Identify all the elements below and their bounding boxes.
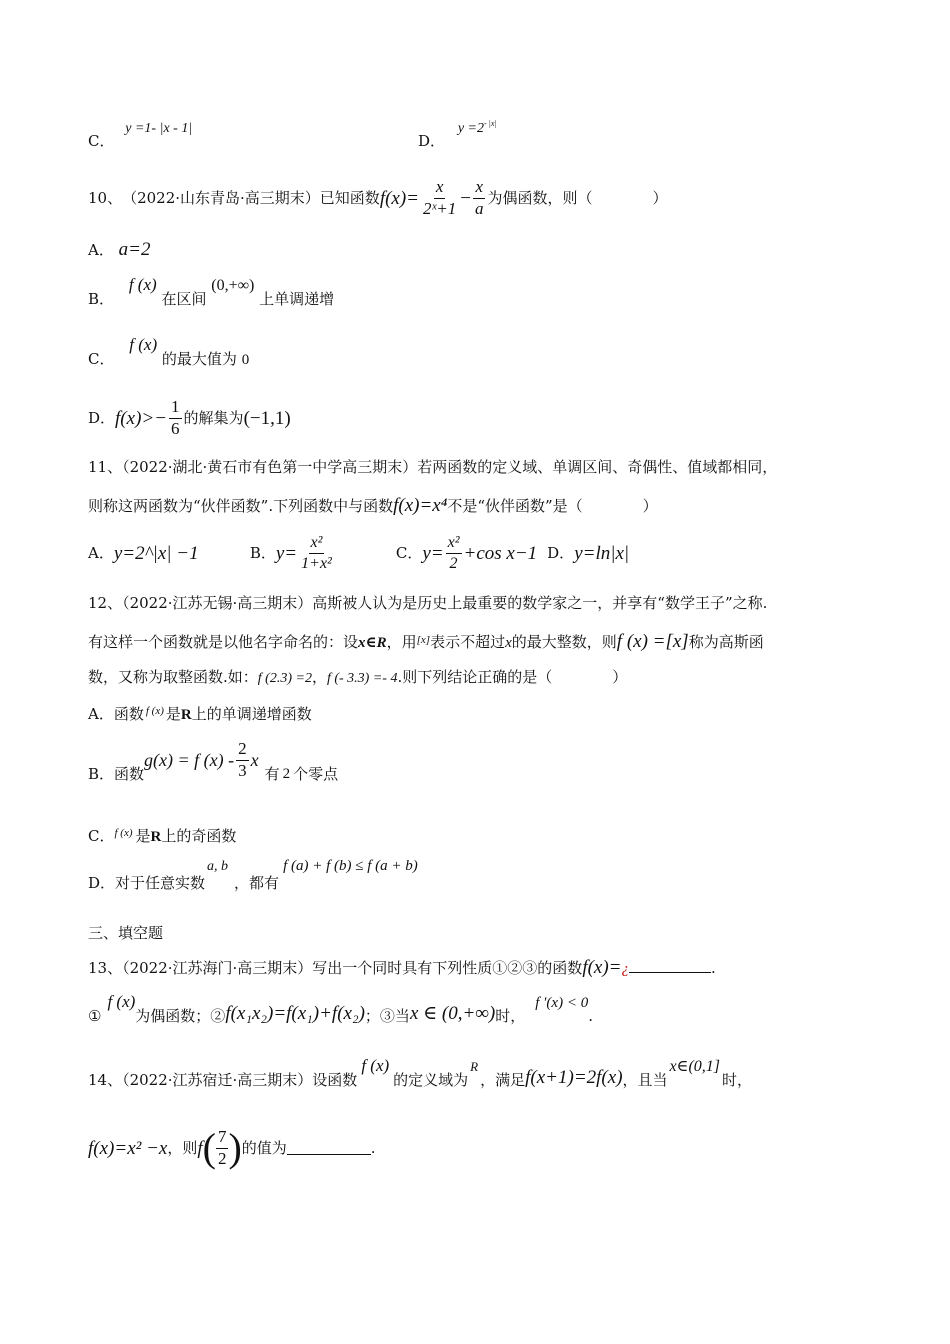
option-c-tail: +cos x−1 <box>463 542 538 564</box>
variable: x <box>505 635 512 651</box>
function-f: f (x) <box>361 1056 390 1075</box>
text: 上的奇函数 <box>161 827 237 845</box>
question-number: 10、 <box>88 188 123 207</box>
option-label: D． <box>418 132 446 150</box>
text: 的定义域为 <box>393 1071 469 1089</box>
option-label: A． <box>88 705 114 723</box>
g-function: g(x) = f (x) - <box>144 750 235 771</box>
option-label: B． <box>88 764 115 783</box>
text: 称为高斯函 <box>688 633 764 651</box>
text: 函数 <box>114 764 145 783</box>
floor-bracket: [x] <box>416 634 431 646</box>
formula: y =1- |x - 1| <box>125 121 193 136</box>
option-label: C． <box>88 350 115 368</box>
example-1: f (2.3) =2 <box>257 671 312 686</box>
function-f: f <box>197 1137 203 1159</box>
q10-option-c <box>88 335 250 368</box>
numerator: 2 <box>236 740 249 761</box>
variables: a, b <box>207 859 229 874</box>
derivative: f ′(x) < 0 <box>535 995 589 1011</box>
text: 的值为 <box>241 1138 287 1157</box>
q13-line2 <box>88 992 593 1025</box>
function-f: f (x) <box>107 992 136 1011</box>
inequality: f(x)>− <box>115 407 168 429</box>
text: 有 <box>264 764 280 783</box>
numerator: x <box>434 178 446 199</box>
text: 有这样一个函数就是以他名字命名的：设 <box>88 633 359 651</box>
set-expression: x∈R <box>358 635 387 651</box>
formula-exponent: - |x| <box>483 119 497 128</box>
denominator: 2 <box>217 1148 227 1168</box>
text: 表示不超过 <box>430 633 506 651</box>
right-paren: ) <box>228 1125 242 1171</box>
text: 数，又称为取整函数.如： <box>88 668 258 686</box>
fraction <box>169 398 182 438</box>
question-source: （2022·江苏海门·高三期末）写出一个同时具有下列性质①②③的函数 <box>122 959 583 977</box>
denominator: 2ˣ+1 <box>423 198 457 218</box>
text: 不是“伙伴函数”是（ ） <box>447 497 658 515</box>
text: 时， <box>722 1071 753 1089</box>
circled-number: ① <box>88 1007 102 1025</box>
text: 的解集为 <box>183 408 244 427</box>
option-label: D． <box>88 874 116 892</box>
q13-line1 <box>88 958 716 977</box>
option-label: A． <box>88 241 114 259</box>
option-label: D． <box>88 408 116 427</box>
fraction-1 <box>421 178 458 218</box>
function-f: f (x) <box>145 705 164 717</box>
period: . <box>588 1007 593 1025</box>
function: f(x)=x⁴ <box>393 495 448 516</box>
question-number: 12、 <box>88 594 123 612</box>
text: ，用 <box>386 633 417 651</box>
function-f: f (x) <box>129 335 158 354</box>
question-source: （2022·江苏无锡·高三期末）高斯被人认为是历史上最重要的数学家之一，并享有“数学王子”之称. <box>122 594 768 612</box>
text: 则称这两函数为“伙伴函数”.下列函数中与函数 <box>88 497 394 515</box>
option-label: C． <box>395 543 423 562</box>
option-b-fraction <box>299 534 334 572</box>
option-label: B． <box>88 290 115 308</box>
text: ，都有 <box>234 874 280 892</box>
text: 的最大值为 <box>161 350 237 368</box>
option-formula: a=2 <box>118 239 151 260</box>
fraction <box>236 740 249 780</box>
option-a-formula: y=2^|x| −1 <box>113 542 199 564</box>
q10-option-a <box>88 240 150 259</box>
text: 是 <box>165 705 181 723</box>
fraction-2 <box>473 178 486 218</box>
q9-option-c <box>88 120 193 150</box>
q12-line2 <box>88 632 764 651</box>
numerator: 1 <box>169 398 182 419</box>
count: 2 <box>282 765 291 782</box>
text: ，且当 <box>622 1071 668 1089</box>
condition: x∈(0,1] <box>669 1058 721 1075</box>
text: 个零点 <box>293 764 339 783</box>
set-R: R <box>180 707 192 723</box>
q12-line1 <box>88 596 767 611</box>
answer-glyph: ¿ <box>621 961 629 977</box>
function: f(x)= <box>582 957 622 978</box>
option-c-lhs: y= <box>422 542 444 564</box>
option-label: C． <box>88 827 115 845</box>
condition: x ∈ (0,+∞) <box>409 1003 496 1024</box>
answer-blank[interactable] <box>629 959 711 973</box>
q11-options <box>88 534 748 572</box>
q12-option-d <box>88 858 418 892</box>
text: ，则 <box>167 1138 198 1157</box>
numerator: 7 <box>216 1128 229 1149</box>
q11-line1 <box>88 460 777 475</box>
option-label: B． <box>249 543 276 562</box>
numerator: x <box>473 178 485 199</box>
answer-blank[interactable] <box>287 1141 371 1155</box>
question-source: （2022·湖北·黄石市有色第一中学高三期末）若两函数的定义域、单调区间、奇偶性、值域都相同， <box>122 458 778 476</box>
text: 上单调递增 <box>259 290 335 308</box>
function-f: f (x) <box>114 827 133 839</box>
question-source: （2022·山东青岛·高三期末）已知函数 <box>122 188 380 207</box>
fraction <box>216 1128 229 1168</box>
q14-line1 <box>88 1056 753 1089</box>
q12-option-b <box>88 739 339 783</box>
option-label: D． <box>547 543 575 562</box>
denominator: a <box>475 198 484 218</box>
option-d-formula: y=ln|x| <box>574 542 630 564</box>
numerator: x² <box>446 534 462 554</box>
period: . <box>370 1138 376 1157</box>
text: ；③当 <box>364 1007 410 1025</box>
option-label: C． <box>88 132 115 150</box>
text: .则下列结论正确的是（ ） <box>397 668 628 686</box>
equation: f(x+1)=2f(x) <box>525 1067 623 1088</box>
option-b-lhs: y= <box>275 542 298 564</box>
variable: x <box>250 750 259 771</box>
inequality: f (a) + f (b) ≤ f (a + b) <box>283 858 418 874</box>
q11-line2 <box>88 496 658 515</box>
question-number: 14、 <box>88 1071 123 1089</box>
text: 时， <box>495 1007 526 1025</box>
period: . <box>711 959 716 977</box>
formula <box>458 121 497 136</box>
interval: (−1,1) <box>243 407 291 429</box>
denominator: 2 <box>449 554 458 572</box>
section-title: 三、填空题 <box>88 924 164 942</box>
text: ，满足 <box>480 1071 526 1089</box>
interval: (0,+∞) <box>211 277 255 294</box>
text: 上的单调递增函数 <box>191 705 312 723</box>
option-label: A． <box>88 543 114 562</box>
left-paren: ( <box>202 1125 216 1171</box>
equation: f(x)=x² −x <box>88 1137 168 1159</box>
q12-option-a <box>88 706 312 723</box>
value: 0 <box>241 352 250 368</box>
q14-line2 <box>88 1125 376 1171</box>
function-lhs: f(x)= <box>379 187 419 209</box>
numerator: x² <box>309 534 325 554</box>
denominator: 1+x² <box>301 554 332 572</box>
text: 函数 <box>113 705 144 723</box>
text: ， <box>311 668 327 686</box>
denominator: 6 <box>171 418 180 438</box>
q12-line3 <box>88 670 627 686</box>
minus-sign: − <box>460 187 471 209</box>
q10-option-d <box>88 398 291 438</box>
q9-option-d <box>418 119 497 150</box>
text: 的最大整数，则 <box>511 633 617 651</box>
text: 是 <box>135 827 151 845</box>
domain-R: R <box>470 1059 479 1074</box>
q12-option-c <box>88 828 236 845</box>
function-f: f (x) <box>128 275 157 294</box>
set-R: R <box>150 829 162 845</box>
question-number: 13、 <box>88 959 123 977</box>
question-number: 11、 <box>88 458 123 476</box>
question-tail: 为偶函数，则（ ） <box>487 188 668 207</box>
q10-stem <box>88 178 668 218</box>
gauss-function: f (x) =[x] <box>616 631 689 652</box>
denominator: 3 <box>238 760 247 780</box>
text: 对于任意实数 <box>115 874 206 892</box>
q10-option-b <box>88 275 335 308</box>
equation: f(x₁x₂)=f(x₁)+f(x₂) <box>225 1003 365 1024</box>
example-2: f (- 3.3) =- 4 <box>326 671 398 686</box>
text: 为偶函数；② <box>135 1007 226 1025</box>
text: 在区间 <box>161 290 207 308</box>
formula-base: y =2 <box>457 121 484 136</box>
option-c-fraction <box>446 534 462 572</box>
question-source: （2022·江苏宿迁·高三期末）设函数 <box>122 1071 358 1089</box>
